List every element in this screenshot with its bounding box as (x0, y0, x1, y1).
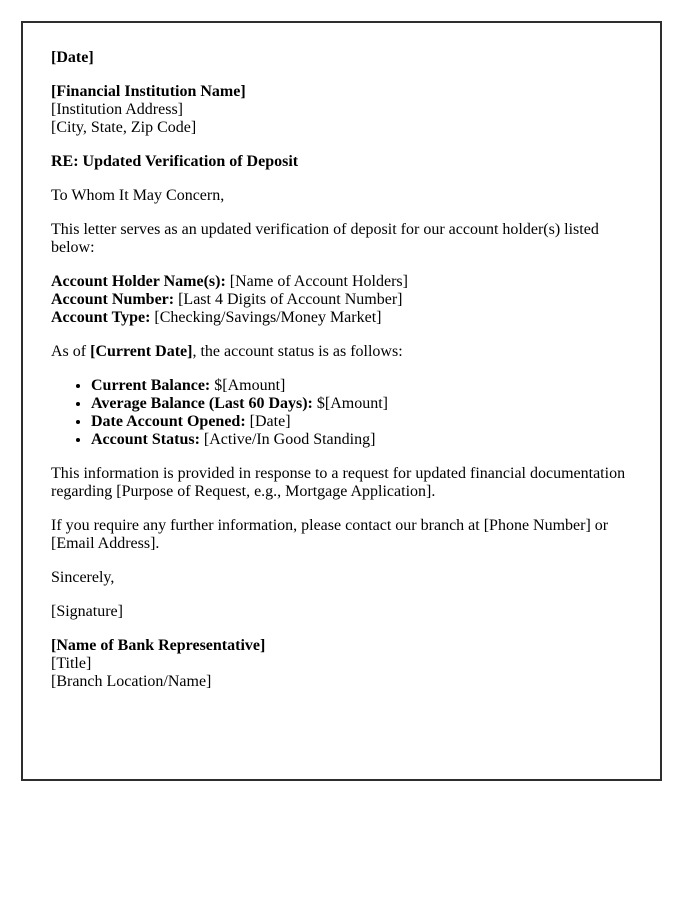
closing: Sincerely, (51, 569, 115, 586)
contact-paragraph: If you require any further information, please contact our branch at [Phone Number] or [Email Address]. (51, 517, 609, 552)
branch-location: [Branch Location/Name] (51, 673, 212, 690)
institution-block (51, 83, 632, 137)
account-number-value: [Last 4 Digits of Account Number] (178, 291, 403, 308)
institution-name: [Financial Institution Name] (51, 83, 246, 100)
list-item-date-opened (91, 413, 632, 431)
list-item-average-balance (91, 395, 632, 413)
institution-city-state-zip: [City, State, Zip Code] (51, 119, 197, 136)
account-holder-label: Account Holder Name(s): (51, 273, 226, 290)
signature-placeholder: [Signature] (51, 603, 123, 620)
account-details-block (51, 273, 632, 327)
account-status-label: Account Status: (91, 431, 200, 448)
account-holder-value: [Name of Account Holders] (229, 273, 408, 290)
subject-line: RE: Updated Verification of Deposit (51, 153, 299, 170)
account-status-list (51, 377, 632, 449)
list-item-current-balance (91, 377, 632, 395)
status-intro-prefix: As of (51, 343, 91, 360)
list-item-account-status (91, 431, 632, 449)
status-intro-date: [Current Date] (90, 343, 193, 360)
representative-name: [Name of Bank Representative] (51, 637, 266, 654)
average-balance-label: Average Balance (Last 60 Days): (91, 395, 313, 412)
account-number-label: Account Number: (51, 291, 175, 308)
institution-address: [Institution Address] (51, 101, 183, 118)
purpose-paragraph: This information is provided in response to a request for updated financial documentation regarding [Purpose of Request, e.g., Mortgage Application]. (51, 465, 626, 500)
verification-of-deposit-letter (21, 21, 662, 781)
account-type-value: [Checking/Savings/Money Market] (154, 309, 382, 326)
account-type-label: Account Type: (51, 309, 151, 326)
status-intro-line (51, 343, 632, 361)
intro-paragraph: This letter serves as an updated verification of deposit for our account holder(s) listed below: (51, 221, 599, 256)
account-status-value: [Active/In Good Standing] (203, 431, 376, 448)
representative-title: [Title] (51, 655, 92, 672)
signature-block (51, 637, 632, 691)
average-balance-value: $[Amount] (316, 395, 388, 412)
date-opened-value: [Date] (249, 413, 291, 430)
salutation: To Whom It May Concern, (51, 187, 225, 204)
current-balance-label: Current Balance: (91, 377, 211, 394)
status-intro-suffix: , the account status is as follows: (192, 343, 403, 360)
date-line: [Date] (51, 49, 94, 66)
current-balance-value: $[Amount] (214, 377, 286, 394)
date-opened-label: Date Account Opened: (91, 413, 246, 430)
